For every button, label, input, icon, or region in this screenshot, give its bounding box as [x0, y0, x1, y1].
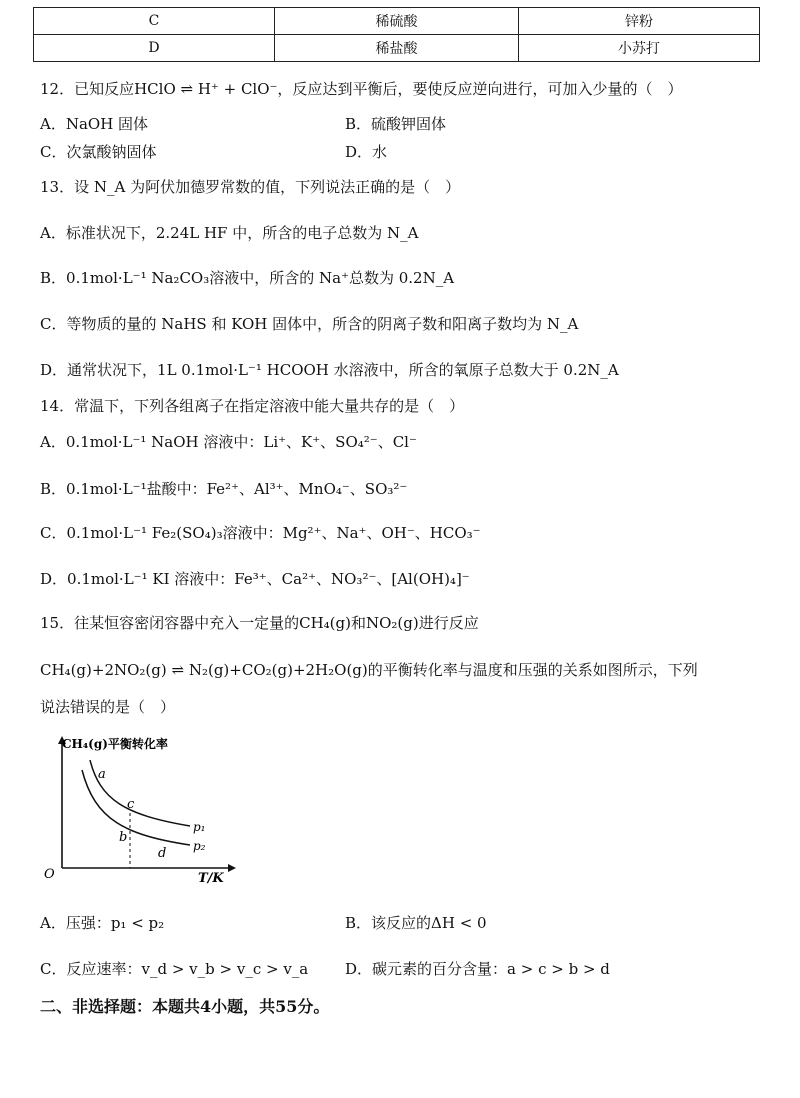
- curve-p2-label: p₂: [193, 839, 206, 853]
- point-c-label: c: [127, 797, 135, 812]
- q13-option-b: B．0.1mol·L⁻¹ Na₂CO₃溶液中，所含的 Na⁺总数为 0.2N_A: [40, 269, 455, 287]
- y-axis-label: CH₄(g)平衡转化率: [62, 737, 168, 751]
- table-row: [34, 8, 760, 35]
- q12-option-b: B．硫酸钾固体: [345, 115, 447, 133]
- table-cell-solid: 锌粉: [519, 8, 760, 35]
- section-heading: 二、非选择题：本题共4小题，共55分。: [40, 997, 330, 1016]
- table-cell-label: C: [34, 8, 275, 35]
- q12-option-a: A．NaOH 固体: [40, 115, 149, 133]
- q12-option-d: D．水: [345, 143, 388, 161]
- origin-label: O: [44, 867, 55, 882]
- equilibrium-graph: [40, 730, 240, 885]
- q13-option-a: A．标准状况下，2.24L HF 中，所含的电子总数为 N_A: [40, 224, 419, 242]
- point-a-label: a: [98, 767, 106, 782]
- q13-option-d: D．通常状况下，1L 0.1mol·L⁻¹ HCOOH 水溶液中，所含的氧原子总数大于 0.2N_A: [40, 361, 619, 379]
- q14-stem: 14．常温下，下列各组离子在指定溶液中能大量共存的是（ ）: [40, 397, 465, 415]
- q15-option-a: A．压强：p₁ < p₂: [40, 914, 165, 932]
- q13-stem: 13．设 N_A 为阿伏加德罗常数的值，下列说法正确的是（ ）: [40, 178, 461, 196]
- q14-option-b: B．0.1mol·L⁻¹盐酸中：Fe²⁺、Al³⁺、MnO₄⁻、SO₃²⁻: [40, 480, 408, 498]
- q15-stem-line2: CH₄(g)+2NO₂(g) ⇌ N₂(g)+CO₂(g)+2H₂O(g)的平衡转化率与温度和压强的关系如图所示，下列: [40, 661, 698, 679]
- curve-p1-label: p₁: [193, 820, 206, 834]
- q14-option-c: C．0.1mol·L⁻¹ Fe₂(SO₄)₃溶液中：Mg²⁺、Na⁺、OH⁻、HCO₃⁻: [40, 524, 481, 542]
- table-row: [34, 35, 760, 62]
- x-axis-arrow: [228, 864, 236, 872]
- q13-option-c: C．等物质的量的 NaHS 和 KOH 固体中，所含的阴离子数和阳离子数均为 N_A: [40, 315, 579, 333]
- point-d-label: d: [158, 846, 167, 861]
- x-axis-label: T/K: [198, 871, 224, 885]
- q15-option-c: C．反应速率：v_d > v_b > v_c > v_a: [40, 960, 309, 978]
- q14-option-a: A．0.1mol·L⁻¹ NaOH 溶液中：Li⁺、K⁺、SO₄²⁻、Cl⁻: [40, 433, 417, 451]
- q15-option-b: B．该反应的ΔH < 0: [345, 914, 487, 932]
- q15-stem-line3: 说法错误的是（ ）: [40, 698, 176, 716]
- point-b-label: b: [119, 830, 128, 845]
- table-cell-reagent: 稀盐酸: [275, 35, 519, 62]
- q12-stem: 12．已知反应HClO ⇌ H⁺ + ClO⁻，反应达到平衡后，要使反应逆向进行，可加入少量的（ ）: [40, 80, 683, 98]
- reagent-table: [33, 7, 760, 62]
- q15-stem-line1: 15．往某恒容密闭容器中充入一定量的CH₄(g)和NO₂(g)进行反应: [40, 614, 479, 632]
- q14-option-d: D．0.1mol·L⁻¹ KI 溶液中：Fe³⁺、Ca²⁺、NO₃²⁻、[Al(OH)₄]⁻: [40, 570, 470, 588]
- q15-option-d: D．碳元素的百分含量：a > c > b > d: [345, 960, 610, 978]
- q12-option-c: C．次氯酸钠固体: [40, 143, 157, 161]
- table-cell-label: D: [34, 35, 275, 62]
- table-cell-reagent: 稀硫酸: [275, 8, 519, 35]
- table-cell-solid: 小苏打: [519, 35, 760, 62]
